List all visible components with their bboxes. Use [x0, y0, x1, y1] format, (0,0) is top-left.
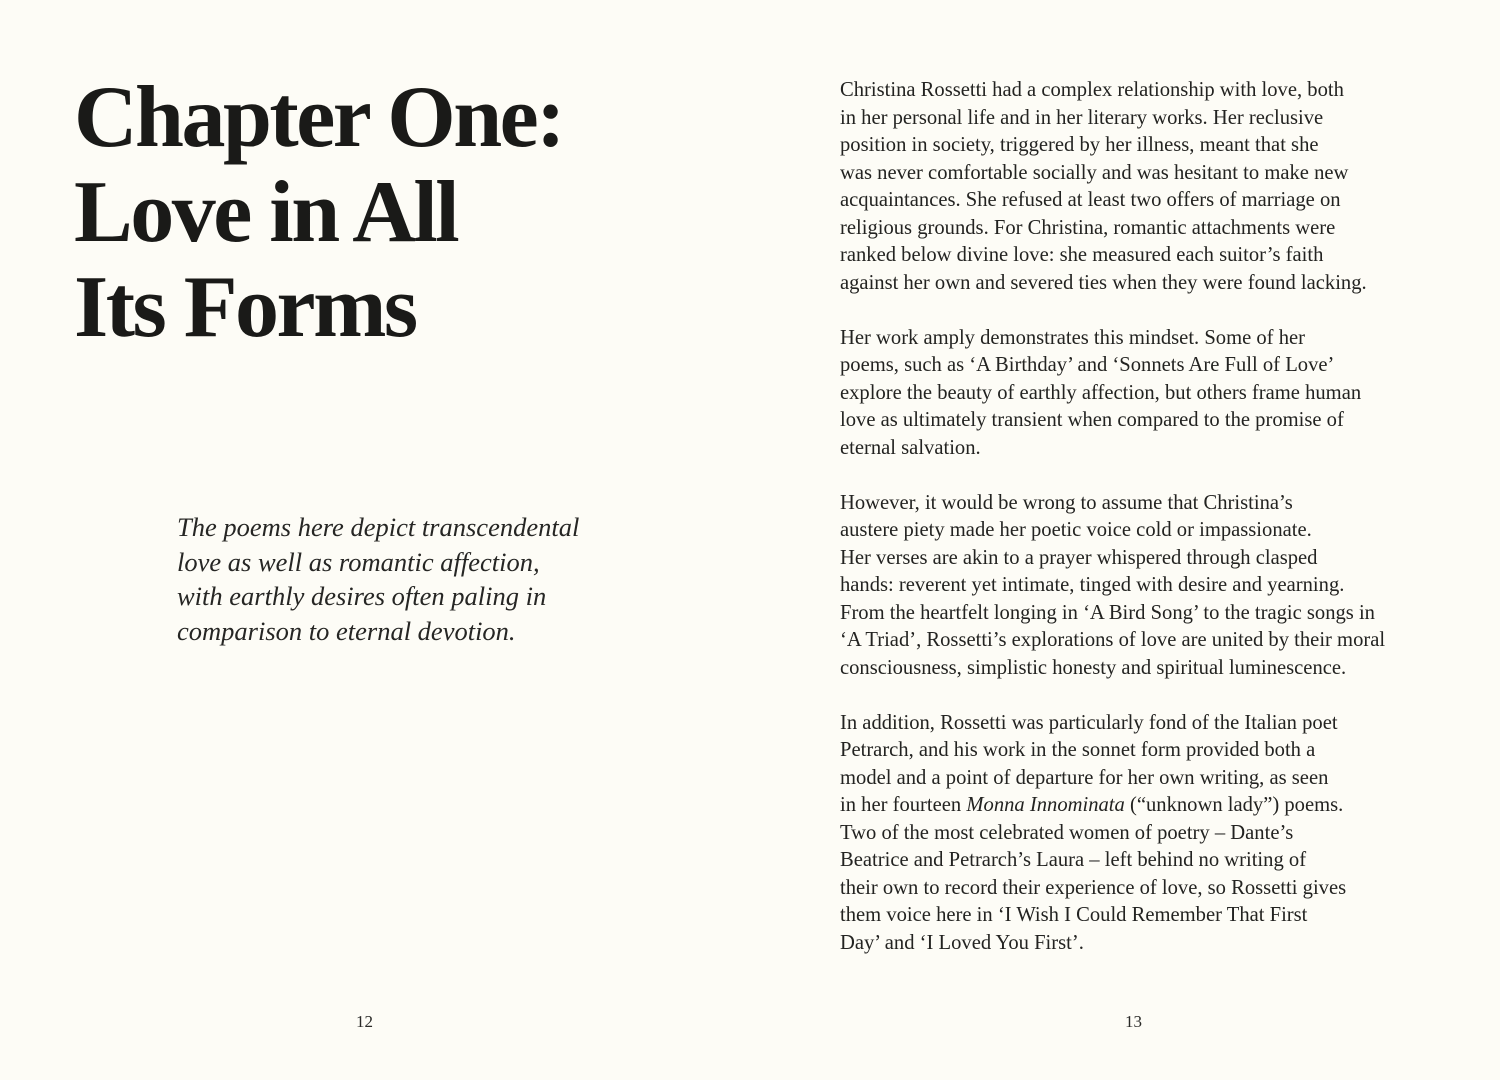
text-line: ‘A Triad’, Rossetti’s explorations of love are united by their moral — [840, 629, 1386, 651]
text-line: However, it would be wrong to assume that Christina’s — [840, 491, 1293, 514]
page-number-right: 13 — [1125, 1012, 1142, 1031]
text-line: them voice here in ‘I Wish I Could Remember That First — [840, 904, 1308, 926]
italic-title: Monna Innominata — [966, 794, 1125, 816]
epigraph-line: comparison to eternal devotion. — [177, 615, 516, 646]
body-text — [840, 77, 1480, 985]
chapter-epigraph — [177, 510, 647, 648]
text-line: Beatrice and Petrarch’s Laura – left behind no writing of — [840, 849, 1307, 871]
text-run: in her fourteen — [840, 794, 967, 816]
text-line: Her work amply demonstrates this mindset. Some of her — [840, 326, 1305, 349]
text-line: love as ultimately transient when compared to the promise of — [840, 409, 1344, 431]
paragraph-4 — [840, 710, 1480, 958]
epigraph-line: love as well as romantic affection, — [177, 546, 540, 577]
text-line: in her personal life and in her literary works. Her reclusive — [840, 106, 1324, 129]
text-line: against her own and severed ties when they were found lacking. — [840, 271, 1367, 294]
chapter-title-line: Its Forms — [74, 259, 416, 356]
text-line: In addition, Rossetti was particularly fond of the Italian poet — [840, 711, 1338, 734]
text-line: was never comfortable socially and was hesitant to make new — [840, 161, 1349, 184]
text-line: religious grounds. For Christina, romantic attachments were — [840, 216, 1336, 239]
text-line: Her verses are akin to a prayer whispered through clasped — [840, 546, 1318, 569]
text-line: model and a point of departure for her own writing, as seen — [840, 766, 1329, 789]
text-line: Day’ and ‘I Loved You First’. — [840, 931, 1084, 954]
text-line: eternal salvation. — [840, 436, 981, 459]
chapter-title-line: Chapter One: — [74, 69, 564, 166]
text-line: Petrarch, and his work in the sonnet form provided both a — [840, 739, 1316, 761]
epigraph-line: with earthly desires often paling in — [177, 581, 547, 611]
page-number-left: 12 — [356, 1012, 373, 1031]
chapter-title — [74, 70, 563, 355]
text-line — [840, 792, 1480, 820]
text-line: Two of the most celebrated women of poetry – Dante’s — [840, 821, 1294, 844]
text-run: (“unknown lady”) poems. — [1124, 794, 1344, 816]
text-line: ranked below divine love: she measured each suitor’s faith — [840, 244, 1324, 266]
text-line: poems, such as ‘A Birthday’ and ‘Sonnets Are Full of Love’ — [840, 354, 1335, 376]
chapter-title-line: Love in All — [74, 164, 458, 261]
paragraph-2 — [840, 325, 1480, 463]
text-line: acquaintances. She refused at least two offers of marriage on — [840, 189, 1341, 211]
text-line: Christina Rossetti had a complex relationship with love, both — [840, 79, 1344, 101]
paragraph-1 — [840, 77, 1480, 297]
paragraph-3 — [840, 490, 1480, 683]
epigraph-line: The poems here depict transcendental — [177, 512, 580, 542]
text-line: From the heartfelt longing in ‘A Bird Song’ to the tragic songs in — [840, 601, 1375, 624]
text-line: austere piety made her poetic voice cold or impassionate. — [840, 519, 1312, 541]
text-line: explore the beauty of earthly affection, but others frame human — [840, 381, 1362, 404]
right-page — [750, 0, 1500, 1080]
text-line: their own to record their experience of love, so Rossetti gives — [840, 876, 1347, 899]
text-line: hands: reverent yet intimate, tinged with desire and yearning. — [840, 574, 1345, 596]
text-line: consciousness, simplistic honesty and spiritual luminescence. — [840, 656, 1347, 679]
text-line: position in society, triggered by her illness, meant that she — [840, 134, 1319, 156]
